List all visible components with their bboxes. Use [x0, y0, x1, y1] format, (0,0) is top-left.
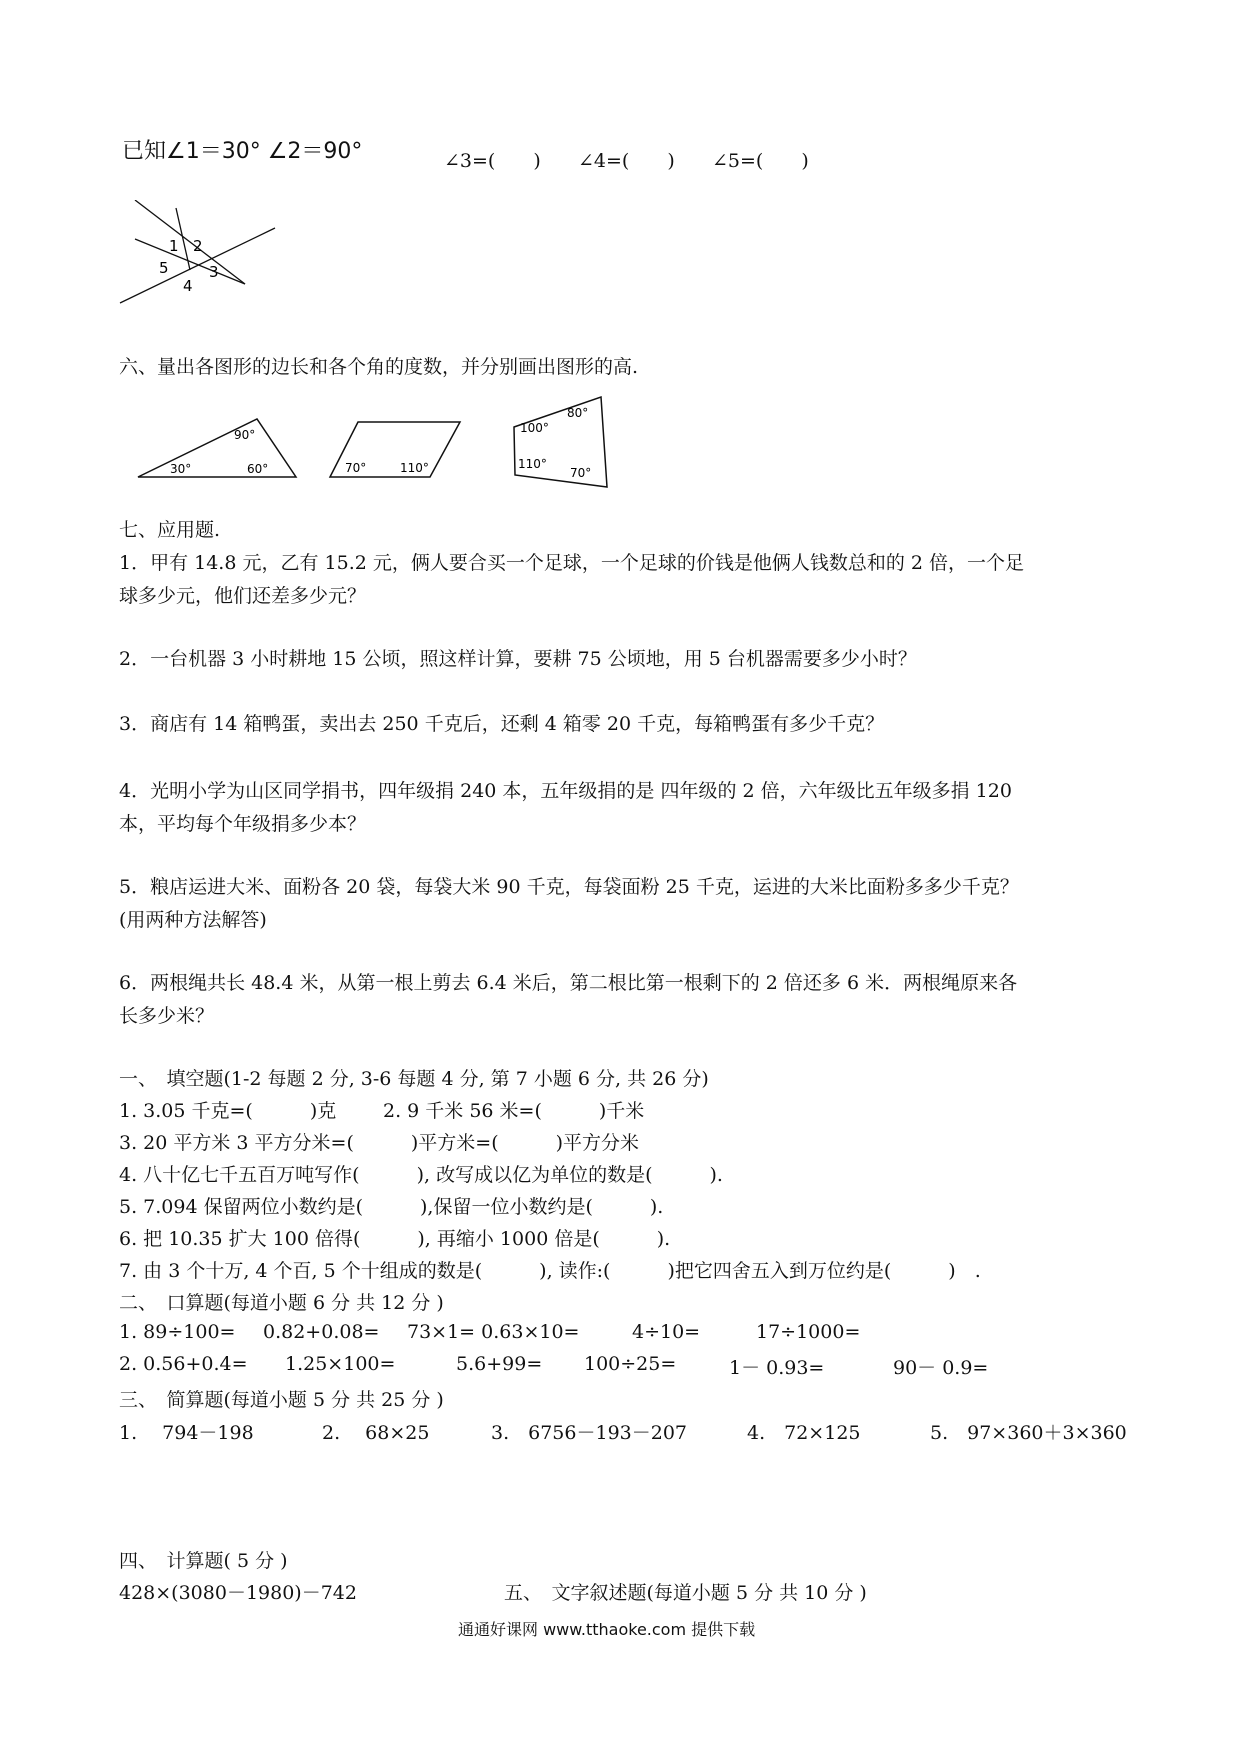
q2: 2．一台机器 3 小时耕地 15 公顷，照这样计算，要耕 75 公顷地，用 5 台机器需要多少小时？ — [119, 648, 917, 670]
oral-r1-4: 4÷10= — [632, 1321, 701, 1343]
quad-angle-br: 70° — [570, 466, 592, 480]
intersecting-lines-figure — [115, 200, 290, 310]
triangle-shape — [138, 419, 296, 477]
angle-label-3: 3 — [209, 263, 219, 281]
quad-angle-bl: 110° — [518, 457, 547, 471]
oral-r2-1: 2. 0.56+0.4= — [119, 1353, 248, 1375]
section-four-expression: 428×(3080－1980)－742 — [119, 1582, 357, 1604]
quad-angle-tl: 100° — [520, 421, 549, 435]
fill-6: 6. 把 10.35 扩大 100 倍得( ), 再缩小 1000 倍是( ). — [119, 1228, 671, 1250]
angle-4-blank: ∠4=( ) — [578, 150, 675, 172]
section-five-title: 五、 文字叙述题(每道小题 5 分 共 10 分 ) — [504, 1582, 867, 1604]
q4-line1: 4．光明小学为山区同学捐书，四年级捐 240 本，五年级捐的是 四年级的 2 倍，六年级比五年级多捐 120 — [119, 780, 1012, 802]
q6-line1: 6．两根绳共长 48.4 米，从第一根上剪去 6.4 米后，第二根比第一根剩下的 2 倍还多 6 米．两根绳原来各 — [119, 972, 1018, 994]
q4-line2: 本，平均每个年级捐多少本？ — [119, 813, 367, 835]
shapes-figure — [130, 395, 610, 495]
angle-label-2: 2 — [193, 237, 203, 255]
q3: 3．商店有 14 箱鸭蛋，卖出去 250 千克后，还剩 4 箱零 20 千克，每箱鸭蛋有多少千克？ — [119, 713, 885, 735]
oral-r2-2: 1.25×100= — [285, 1353, 396, 1375]
parallelogram-angle-left: 70° — [345, 461, 367, 475]
oral-r2-3: 5.6+99= — [456, 1353, 543, 1375]
simplify-3: 3. 6756－193－207 — [491, 1422, 688, 1444]
angle-label-5: 5 — [159, 259, 169, 277]
section-seven-title: 七、应用题. — [119, 519, 221, 541]
angle-label-1: 1 — [169, 237, 179, 255]
oral-r1-1: 1. 89÷100= — [119, 1321, 236, 1343]
simplify-1: 1. 794－198 — [119, 1422, 254, 1444]
q6-line2: 长多少米？ — [119, 1005, 215, 1027]
triangle-angle-top: 90° — [234, 428, 256, 442]
parallelogram-angle-right: 110° — [400, 461, 429, 475]
triangle-angle-right: 60° — [247, 462, 269, 476]
quad-angle-tr: 80° — [567, 406, 589, 420]
oral-r2-4: 100÷25= — [584, 1353, 677, 1375]
triangle-angle-left: 30° — [170, 462, 192, 476]
oral-r1-5: 17÷1000= — [756, 1321, 861, 1343]
simplify-5: 5. 97×360＋3×360 — [930, 1422, 1127, 1444]
simplify-2: 2. 68×25 — [322, 1422, 430, 1444]
angle-5-blank: ∠5=( ) — [712, 150, 809, 172]
q1-line2: 球多少元，他们还差多少元？ — [119, 585, 367, 607]
angle-label-4: 4 — [183, 277, 193, 295]
oral-r2-6: 90－ 0.9= — [893, 1357, 989, 1379]
q5-line2: (用两种方法解答) — [119, 909, 267, 931]
fill-4: 4. 八十亿七千五百万吨写作( ), 改写成以亿为单位的数是( ). — [119, 1164, 723, 1186]
section-three-title: 三、 简算题(每道小题 5 分 共 25 分 ) — [119, 1389, 444, 1411]
oral-r1-2: 0.82+0.08= — [263, 1321, 380, 1343]
given-angles: 已知∠1＝30° ∠2＝90° — [122, 139, 363, 164]
section-two-title: 二、 口算题(每道小题 6 分 共 12 分 ) — [119, 1292, 444, 1314]
section-four-title: 四、 计算题( 5 分 ) — [119, 1550, 288, 1572]
simplify-4: 4. 72×125 — [747, 1422, 861, 1444]
fill-2: 2. 9 千米 56 米=( )千米 — [383, 1100, 645, 1122]
oral-r2-5: 1－ 0.93= — [729, 1357, 825, 1379]
fill-1: 1. 3.05 千克=( )克 — [119, 1100, 337, 1122]
oral-r1-3: 73×1= 0.63×10= — [407, 1321, 580, 1343]
q1-line1: 1．甲有 14.8 元，乙有 15.2 元，俩人要合买一个足球，一个足球的价钱是他俩人钱数总和的 2 倍，一个足 — [119, 552, 1025, 574]
section-six-title: 六、量出各图形的边长和各个角的度数，并分别画出图形的高. — [119, 356, 639, 378]
footer-credit: 通通好课网 www.tthaoke.com 提供下载 — [458, 1620, 756, 1639]
fill-7: 7. 由 3 个十万, 4 个百, 5 个十组成的数是( ), 读作:( )把它四舍五入到万位约是( ) . — [119, 1260, 981, 1282]
fill-3: 3. 20 平方米 3 平方分米=( )平方米=( )平方分米 — [119, 1132, 640, 1154]
quadrilateral-shape — [514, 397, 607, 487]
q5-line1: 5．粮店运进大米、面粉各 20 袋，每袋大米 90 千克，每袋面粉 25 千克，运进的大米比面粉多多少千克？ — [119, 876, 1019, 898]
section-one-title: 一、 填空题(1-2 每题 2 分, 3-6 每题 4 分, 第 7 小题 6 分, 共 26 分) — [119, 1068, 709, 1090]
angle-3-blank: ∠3=( ) — [444, 150, 541, 172]
fill-5: 5. 7.094 保留两位小数约是( ),保留一位小数约是( ). — [119, 1196, 664, 1218]
